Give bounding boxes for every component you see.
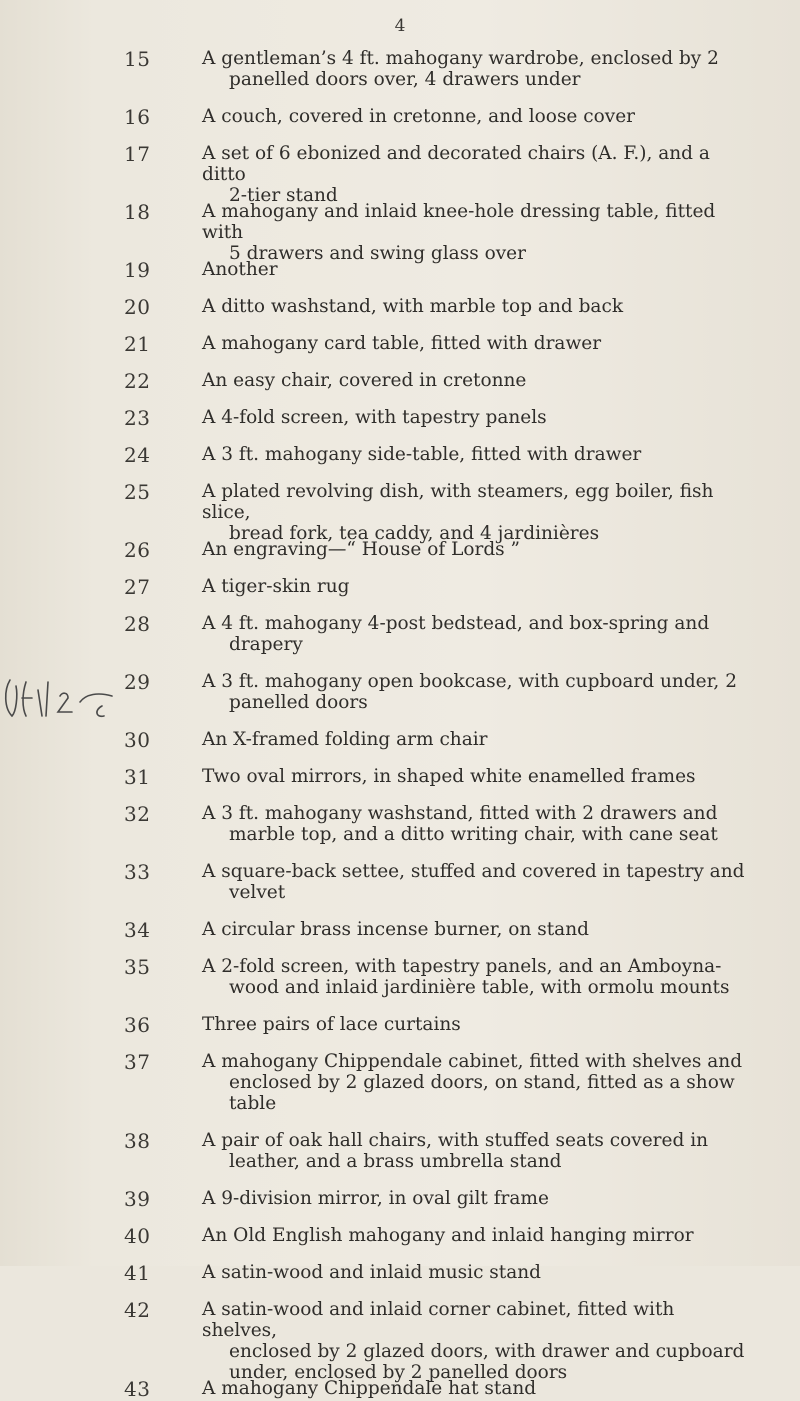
- lot-number: 26: [124, 538, 151, 562]
- lot-description-line: A satin-wood and inlaid corner cabinet, fitted with shelves,: [202, 1299, 675, 1341]
- lot-description: [202, 1014, 750, 1035]
- lot-number: 42: [124, 1298, 151, 1322]
- lot-description-line: A couch, covered in cretonne, and loose cover: [202, 106, 636, 127]
- lot-description: [202, 956, 750, 998]
- lot-description: [202, 1051, 750, 1114]
- lot-description-continuation: panelled doors over, 4 drawers under: [229, 69, 581, 90]
- page-number: 4: [394, 16, 406, 36]
- lot-description-line: A pair of oak hall chairs, with stuffed seats covered in: [202, 1130, 709, 1151]
- lot-number: 43: [124, 1377, 151, 1401]
- lot-description: [202, 803, 750, 845]
- lot-number: 39: [124, 1187, 151, 1211]
- lot-description-line: A gentleman’s 4 ft. mahogany wardrobe, enclosed by 2: [202, 48, 719, 69]
- lot-description-continuation: wood and inlaid jardinière table, with ormolu mounts: [229, 977, 730, 998]
- lot-number: 27: [124, 575, 151, 599]
- lot-description-line: A satin-wood and inlaid music stand: [202, 1262, 542, 1283]
- lot-number: 25: [124, 480, 151, 504]
- lot-description: [202, 444, 750, 465]
- lot-description: [202, 143, 750, 206]
- lot-description-line: A mahogany Chippendale hat stand: [202, 1378, 537, 1399]
- lot-description: [202, 481, 750, 544]
- lot-description: [202, 671, 750, 713]
- lot-description-line: A mahogany and inlaid knee-hole dressing table, fitted with: [202, 201, 716, 243]
- lot-description: [202, 766, 750, 787]
- lot-description-line: A 2-fold screen, with tapestry panels, and an Amboyna-: [202, 956, 722, 977]
- lot-description-line: A 4 ft. mahogany 4-post bedstead, and box-spring and: [202, 613, 710, 634]
- lot-description: [202, 919, 750, 940]
- lot-description: [202, 201, 750, 264]
- lot-description-line: An engraving—“ House of Lords ”: [202, 539, 521, 560]
- lot-description-continuation: enclosed by 2 glazed doors, on stand, fitted as a show: [229, 1072, 735, 1093]
- lot-description: [202, 296, 750, 317]
- lot-number: 28: [124, 612, 151, 636]
- lot-description: [202, 1262, 750, 1283]
- lot-description-line: A 4-fold screen, with tapestry panels: [202, 407, 547, 428]
- lot-number: 22: [124, 369, 151, 393]
- lot-description-line: A mahogany card table, fitted with drawer: [202, 333, 602, 354]
- lot-number: 20: [124, 295, 151, 319]
- lot-description-line: An X-framed folding arm chair: [202, 729, 488, 750]
- handwritten-price-annotation: [2, 672, 122, 726]
- lot-description-continuation: table: [229, 1093, 277, 1114]
- lot-description-line: Three pairs of lace curtains: [202, 1014, 461, 1035]
- lot-description-continuation: panelled doors: [229, 692, 368, 713]
- lot-number: 36: [124, 1013, 151, 1037]
- lot-number: 23: [124, 406, 151, 430]
- lot-number: 34: [124, 918, 151, 942]
- lot-description-continuation: velvet: [229, 882, 286, 903]
- lot-description-continuation: 5 drawers and swing glass over: [229, 243, 526, 264]
- lot-description: [202, 861, 750, 903]
- lot-description-line: A 3 ft. mahogany washstand, fitted with 2 drawers and: [202, 803, 718, 824]
- lot-description-line: An Old English mahogany and inlaid hanging mirror: [202, 1225, 694, 1246]
- lot-description-line: A ditto washstand, with marble top and back: [202, 296, 624, 317]
- lot-description-line: A tiger-skin rug: [202, 576, 350, 597]
- lot-description-line: A square-back settee, stuffed and covered in tapestry and: [202, 861, 745, 882]
- lot-description-line: A mahogany Chippendale cabinet, fitted with shelves and: [202, 1051, 743, 1072]
- lot-number: 41: [124, 1261, 151, 1285]
- lot-number: 18: [124, 200, 151, 224]
- lot-description: [202, 1188, 750, 1209]
- lot-description: [202, 1225, 750, 1246]
- lot-number: 24: [124, 443, 151, 467]
- lot-description-line: A set of 6 ebonized and decorated chairs (A. F.), and a ditto: [202, 143, 710, 185]
- lot-description-line: A plated revolving dish, with steamers, egg boiler, fish slice,: [202, 481, 714, 523]
- lot-number: 17: [124, 142, 151, 166]
- lot-description: [202, 1299, 750, 1383]
- lot-description-line: A 3 ft. mahogany side-table, fitted with drawer: [202, 444, 642, 465]
- lot-description-continuation: bread fork, tea caddy, and 4 jardinières: [229, 523, 600, 544]
- lot-description: [202, 106, 750, 127]
- lot-description-line: An easy chair, covered in cretonne: [202, 370, 527, 391]
- lot-description-continuation: 2-tier stand: [229, 185, 338, 206]
- lot-number: 32: [124, 802, 151, 826]
- lot-description: [202, 370, 750, 391]
- lot-description: [202, 48, 750, 90]
- lot-description: [202, 539, 750, 560]
- lot-number: 31: [124, 765, 151, 789]
- lot-description: [202, 333, 750, 354]
- lot-number: 15: [124, 47, 151, 71]
- lot-description: [202, 1378, 750, 1399]
- lot-description: [202, 1130, 750, 1172]
- lot-description: [202, 259, 750, 280]
- lot-description-line: A 3 ft. mahogany open bookcase, with cupboard under, 2: [202, 671, 737, 692]
- lot-description-continuation: marble top, and a ditto writing chair, with cane seat: [229, 824, 718, 845]
- lot-description: [202, 729, 750, 750]
- margin-annotation-text: £1·14 –6.: [6, 724, 11, 725]
- lot-number: 19: [124, 258, 151, 282]
- lot-description-line: A circular brass incense burner, on stand: [202, 919, 589, 940]
- lot-description-line: Two oval mirrors, in shaped white enamelled frames: [202, 766, 696, 787]
- lot-description: [202, 407, 750, 428]
- lot-number: 29: [124, 670, 151, 694]
- lot-number: 30: [124, 728, 151, 752]
- lot-description-continuation: under, enclosed by 2 panelled doors: [229, 1362, 568, 1383]
- lot-number: 21: [124, 332, 151, 356]
- lot-description-continuation: enclosed by 2 glazed doors, with drawer and cupboard: [229, 1341, 745, 1362]
- lot-description-continuation: drapery: [229, 634, 303, 655]
- lot-number: 37: [124, 1050, 151, 1074]
- lot-description: [202, 613, 750, 655]
- lot-number: 40: [124, 1224, 151, 1248]
- lot-number: 35: [124, 955, 151, 979]
- lot-number: 33: [124, 860, 151, 884]
- lot-description-line: Another: [202, 259, 278, 280]
- lot-number: 38: [124, 1129, 151, 1153]
- lot-description: [202, 576, 750, 597]
- lot-description-continuation: leather, and a brass umbrella stand: [229, 1151, 562, 1172]
- lot-description-line: A 9-division mirror, in oval gilt frame: [202, 1188, 549, 1209]
- lot-number: 16: [124, 105, 151, 129]
